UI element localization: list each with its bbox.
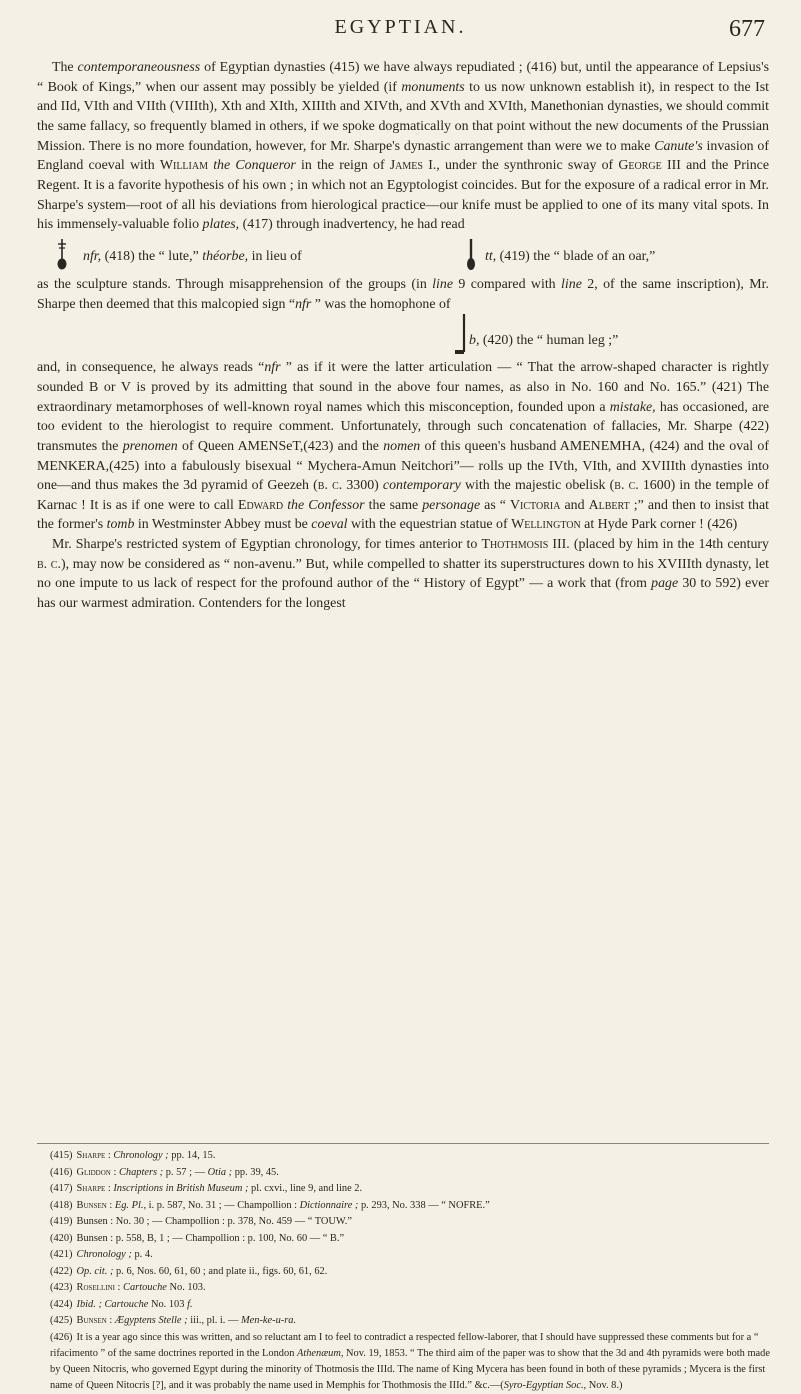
footnote-417: (417) Sharpe : Inscriptions in British Museum ; pl. cxvi., line 9, and line 2. bbox=[50, 1181, 772, 1198]
footnote-421: (421) Chronology ; p. 4. bbox=[50, 1247, 772, 1264]
hieroglyph-comparison-line: nfr, (418) the “ lute,” théorbe, in lieu of tt, (419) the “ blade of an oar,” bbox=[37, 235, 769, 275]
footnote-415: (415) Sharpe : Chronology ; pp. 14, 15. bbox=[50, 1148, 772, 1165]
footnote-419: (419) Bunsen : No. 30 ; — Champollion : p. 378, No. 459 — “ TOUW.” bbox=[50, 1214, 772, 1231]
footnote-424: (424) Ibid. ; Cartouche No. 103 f. bbox=[50, 1297, 772, 1314]
nfr-lute-hieroglyph-icon bbox=[56, 239, 68, 278]
tt-oar-blade-hieroglyph-icon bbox=[466, 239, 476, 278]
page-number: 677 bbox=[729, 16, 765, 43]
running-title: EGYPTIAN. bbox=[0, 16, 801, 39]
paragraph-4: Mr. Sharpe's restricted system of Egyptian chronology, for times anterior to Thothmosis III. (placed by him in the 14th century b. c.), may now be considered as “ non-avenu.” But, while compelled to shatter its superstructures down to his XVIIIth dynasty, let no one impute to us lack of respect for the profound author of the “ History of Egypt” — a work that (from page 30 to 592) ever has our warmest admiration. Contenders for the longest bbox=[37, 535, 769, 614]
human-leg-line: b, (420) the “ human leg ;” bbox=[37, 314, 769, 358]
footnote-422: (422) Op. cit. ; p. 6, Nos. 60, 61, 60 ; and plate ii., figs. 60, 61, 62. bbox=[50, 1264, 772, 1281]
footnote-426: (426) It is a year ago since this was written, and so reluctant am I to feel to contradict a respected fellow-laborer, that I should have suppressed these comments but for a “ rifacimento ” of the same doctrines reported in the London Athenæum, Nov. 19, 1853. “ The third aim of the paper was to show that the 3d and 4th pyramids were both made by Queen Nitocris, who governed Egypt during the minority of Thotmosis the IIId. The name of King Mycera has been found in both of these pyramids ; Mycera is the first name of Queen Nitocris [?], and it was probably the name used in Memphis for Thothmosis the IIId.” &c.—(Syro-Egyptian Soc., Nov. 8.) bbox=[50, 1330, 772, 1394]
footnote-423: (423) Rosellini : Cartouche No. 103. bbox=[50, 1280, 772, 1297]
footnote-420: (420) Bunsen : p. 558, B, 1 ; — Champollion : p. 100, No. 60 — “ B.” bbox=[50, 1231, 772, 1248]
footnotes bbox=[50, 1148, 772, 1394]
paragraph-2: as the sculpture stands. Through misapprehension of the groups (in line 9 compared with line 2, of the same inscription), Mr. Sharpe then deemed that this malcopied sign “nfr ” was the homophone of bbox=[37, 275, 769, 314]
paragraph-1: The contemporaneousness of Egyptian dynasties (415) we have always repudiated ; (416) but, until the appearance of Lepsius's “ Book of Kings,” when our assent may possibly be yielded (if monuments to us now unknown establish it), in respect to the Ist and IId, VIth and VIIth (VIIIth), Xth and XIth, XIIIth and XIVth, and XVth and XVIth, Manethonian dynasties, we should commit the same fallacy, so frequently blamed in others, if we spoke dogmatically on that point without the new documents of the Prussian Mission. There is no more foundation, however, for Mr. Sharpe's dynastic arrangement than were we to make Canute's invasion of England coeval with William the Conqueror in the reign of James I., under the synthronic sway of George III and the Prince Regent. It is a favorite hypothesis of his own ; in which not an Egyptologist coincides. But for the exposure of a radical error in Mr. Sharpe's system—root of all his deviations from hierological practice—our knife must be applied to one of its many vital spots. In his immensely-valuable folio plates, (417) through inadvertency, he had read bbox=[37, 58, 769, 235]
footnote-418: (418) Bunsen : Eg. Pl., i. p. 587, No. 31 ; — Champollion : Dictionnaire ; p. 293, No. 338 — “ NOFRE.” bbox=[50, 1198, 772, 1215]
page-header bbox=[0, 8, 801, 48]
footnote-416: (416) Gliddon : Chapters ; p. 57 ; — Otia ; pp. 39, 45. bbox=[50, 1165, 772, 1182]
main-text bbox=[37, 58, 769, 614]
footnote-425: (425) Bunsen : Ægyptens Stelle ; iii., pl. i. — Men-ke-u-ra. bbox=[50, 1313, 772, 1330]
b-human-leg-hieroglyph-icon bbox=[454, 314, 468, 363]
footnote-divider bbox=[37, 1143, 769, 1144]
paragraph-3: and, in consequence, he always reads “nfr ” as if it were the latter articulation — “ That the arrow-shaped character is rightly sounded B or V is proved by its admitting that sound in the above four names, as also in No. 160 and No. 165.” (421) The extraordinary metamorphoses of well-known royal names which this misconception, founded upon a mistake, has occasioned, are too evident to the hierologist to require comment. Unfortunately, through such concatenation of fallacies, Mr. Sharpe (422) transmutes the prenomen of Queen AMENSeT,(423) and the nomen of this queen's husband AMENEMHA, (424) and the oval of MENKERA,(425) into a fabulously bisexual “ Mychera-Amun Neitchori”— rolls up the IVth, VIth, and XVIIIth dynasties into one—and thus makes the 3d pyramid of Geezeh (b. c. 3300) contemporary with the majestic obelisk (b. c. 1600) in the temple of Karnac ! It is as if one were to call Edward the Confessor the same personage as “ Victoria and Albert ;” and then to insist that the former's tomb in Westminster Abbey must be coeval with the equestrian statue of Wellington at Hyde Park corner ! (426) bbox=[37, 358, 769, 535]
